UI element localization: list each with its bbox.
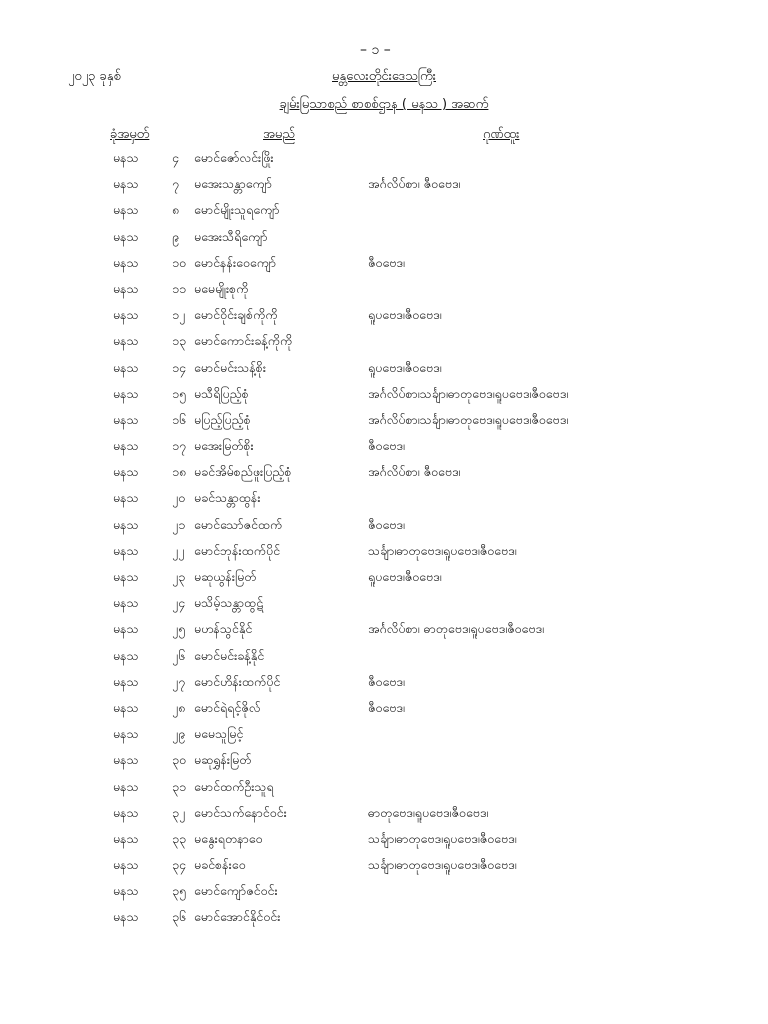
roll-number: ၃၃ <box>172 830 187 846</box>
list-item <box>0 748 768 774</box>
roll-code: မနသ <box>113 830 139 846</box>
roll-code: မနသ <box>113 307 139 323</box>
student-name: မဆုယွန်းမြတ် <box>194 569 257 584</box>
header-distinction: ဂုဏ်ထူး <box>483 127 520 142</box>
roll-number: ၁၀ <box>172 254 187 270</box>
list-item <box>0 486 768 512</box>
roll-number: ၁၄ <box>172 359 187 375</box>
roll-code: မနသ <box>113 778 139 794</box>
roll-number: ၂၉ <box>172 726 186 742</box>
list-item <box>0 513 768 539</box>
roll-number: ၂၄ <box>172 595 186 611</box>
student-name: မမေမျိုးစုကို <box>194 280 249 296</box>
roll-code: မနသ <box>113 699 139 715</box>
roll-code: မနသ <box>113 150 139 165</box>
roll-number: ၁၇ <box>172 438 187 454</box>
distinction-subjects: အင်္ဂလိပ်စာ၊ ဇီဝဗေဒ၊ <box>368 176 461 192</box>
student-name: မအေးသီရိကျော် <box>194 228 268 244</box>
student-name: မောင်မင်းခန့်နိုင် <box>194 647 265 663</box>
list-item <box>0 277 768 303</box>
roll-number: ၂၅ <box>172 621 186 637</box>
roll-number: ၁၆ <box>172 411 187 427</box>
roll-code: မနသ <box>113 280 139 296</box>
list-item <box>0 329 768 355</box>
student-name: မောင်ဝိုင်းချစ်ကိုကို <box>194 307 278 323</box>
student-name: မောင်နန်းဝေကျော် <box>194 254 277 270</box>
distinction-subjects: သင်္ချာ၊ဓာတုဗေဒ၊ရူပဗေဒ၊ဇီဝဗေဒ၊ <box>368 857 517 873</box>
student-name: မောင်ဟိန်းထက်ပိုင် <box>194 673 281 689</box>
list-item <box>0 225 768 251</box>
distinction-subjects: ရူပဗေဒ၊ဇီဝဗေဒ၊ <box>368 307 442 323</box>
roll-number: ၃၁ <box>172 778 187 794</box>
student-name: မောင်ကျော်ဇင်ဝင်း <box>194 883 278 899</box>
list-item <box>0 539 768 565</box>
distinction-subjects: အင်္ဂလိပ်စာ၊သင်္ချာ၊ဓာတုဗေဒ၊ရူပဗေဒ၊ဇီဝဗေဒ၊ <box>368 385 569 401</box>
distinction-subjects: အင်္ဂလိပ်စာ၊ ဇီဝဗေဒ၊ <box>368 464 461 480</box>
list-item <box>0 408 768 434</box>
roll-code: မနသ <box>113 673 139 689</box>
list-item <box>0 303 768 329</box>
roll-code: မနသ <box>113 804 139 820</box>
roll-code: မနသ <box>113 228 139 244</box>
distinction-subjects: သင်္ချာ၊ဓာတုဗေဒ၊ရူပဗေဒ၊ဇီဝဗေဒ၊ <box>368 830 517 846</box>
roll-code: မနသ <box>113 621 139 637</box>
list-item <box>0 670 768 696</box>
list-item <box>0 356 768 382</box>
list-item <box>0 722 768 748</box>
list-item <box>0 460 768 486</box>
list-item <box>0 853 768 879</box>
roll-number: ၃၄ <box>172 857 187 873</box>
roll-number: ၈ <box>172 202 180 218</box>
roll-code: မနသ <box>113 333 139 349</box>
student-name: မောင်ကောင်းခန့်ကိုကို <box>194 333 293 349</box>
roll-number: ၉ <box>172 228 180 244</box>
roll-number: ၃၂ <box>172 804 186 820</box>
student-name: မဟန်သွင်နိုင် <box>194 621 253 637</box>
roll-number: ၄ <box>172 150 180 165</box>
roll-code: မနသ <box>113 595 139 611</box>
distinction-subjects: အင်္ဂလိပ်စာ၊သင်္ချာ၊ဓာတုဗေဒ၊ရူပဗေဒ၊ဇီဝဗေဒ၊ <box>368 411 569 427</box>
roll-code: မနသ <box>113 411 139 427</box>
student-name: မပြည့်ပြည့်စုံ <box>194 411 251 427</box>
roll-code: မနသ <box>113 385 139 401</box>
roll-number: ၁၅ <box>172 385 187 401</box>
roll-code: မနသ <box>113 857 139 873</box>
student-name: မအေးမြတ်စိုး <box>194 438 254 454</box>
distinction-subjects: ဓာတုဗေဒ၊ရူပဗေဒ၊ဇီဝဗေဒ၊ <box>368 804 489 820</box>
list-item <box>0 617 768 643</box>
distinction-subjects: ဇီဝဗေဒ၊ <box>368 438 405 454</box>
roll-number: ၇ <box>172 176 180 192</box>
region-title: မန္တလေးတိုင်းဒေသကြီး <box>332 69 436 84</box>
roll-code: မနသ <box>113 254 139 270</box>
list-item <box>0 251 768 277</box>
roll-code: မနသ <box>113 516 139 532</box>
student-name: မောင်မျိုးသူရကျော် <box>194 202 280 218</box>
roll-code: မနသ <box>113 202 139 218</box>
student-name: မအေးသန္တာကျော် <box>194 176 272 192</box>
list-item <box>0 696 768 722</box>
list-item <box>0 644 768 670</box>
roll-code: မနသ <box>113 542 139 558</box>
roll-code: မနသ <box>113 883 139 899</box>
roll-number: ၃၆ <box>172 909 187 925</box>
roll-number: ၁၂ <box>172 307 186 323</box>
exam-center-title: ချမ်းမြသာစည် စာစစ်ဌာန ( မနသ ) အဆက် <box>279 97 489 112</box>
roll-code: မနသ <box>113 647 139 663</box>
roll-code: မနသ <box>113 909 139 925</box>
header-roll-number: ခုံအမှတ် <box>110 127 150 142</box>
student-name: မောင်ဘုန်းထက်ပိုင် <box>194 542 281 558</box>
distinction-subjects: ဇီဝဗေဒ၊ <box>368 254 405 270</box>
year-label: ၂၀၂၃ ခုနှစ် <box>68 69 121 84</box>
student-name: မောင်သော်ဇင်ထက် <box>194 516 283 532</box>
roll-code: မနသ <box>113 726 139 742</box>
student-name: မခင်အိမ်စည်ဖူးပြည့်စုံ <box>194 464 292 480</box>
roll-number: ၁၁ <box>172 280 187 296</box>
roll-number: ၂၁ <box>172 516 186 532</box>
roll-number: ၂၆ <box>172 647 186 663</box>
student-name: မသိမ့်သန္တာထွဋ် <box>194 595 264 611</box>
student-name: မခင်စန်းဝေ <box>194 857 246 873</box>
roll-code: မနသ <box>113 464 139 480</box>
student-name: မနွေးရတနာဝေ <box>194 830 263 846</box>
list-item <box>0 879 768 905</box>
list-item <box>0 905 768 931</box>
list-item <box>0 801 768 827</box>
roll-number: ၁၈ <box>172 464 187 480</box>
roll-number: ၂၇ <box>172 673 186 689</box>
list-item <box>0 146 768 172</box>
distinction-subjects: ဇီဝဗေဒ၊ <box>368 673 405 689</box>
distinction-subjects: ဇီဝဗေဒ၊ <box>368 516 405 532</box>
student-name: မောင်ထက်ဦးသူရ <box>194 778 274 794</box>
list-item <box>0 382 768 408</box>
header-name: အမည် <box>263 127 295 142</box>
list-item <box>0 827 768 853</box>
distinction-subjects: ရူပဗေဒ၊ဇီဝဗေဒ၊ <box>368 359 442 375</box>
list-item <box>0 172 768 198</box>
roll-number: ၁၃ <box>172 333 187 349</box>
roll-code: မနသ <box>113 359 139 375</box>
results-list <box>0 146 768 932</box>
distinction-subjects: ရူပဗေဒ၊ဇီဝဗေဒ၊ <box>368 569 442 584</box>
roll-number: ၂၀ <box>172 490 186 506</box>
roll-number: ၃၅ <box>172 883 187 899</box>
student-name: မောင်သက်နောင်ဝင်း <box>194 804 287 820</box>
student-name: မောင်အောင်နိုင်ဝင်း <box>194 909 281 925</box>
list-item <box>0 775 768 801</box>
roll-code: မနသ <box>113 176 139 192</box>
list-item <box>0 565 768 591</box>
list-item <box>0 198 768 224</box>
student-name: မသီရိပြည့်စုံ <box>194 385 249 401</box>
roll-number: ၂၃ <box>172 569 186 584</box>
roll-number: ၃၀ <box>172 752 187 768</box>
roll-code: မနသ <box>113 752 139 768</box>
roll-code: မနသ <box>113 490 139 506</box>
student-name: မောင်ဇော်လင်းဖြိုး <box>194 150 274 165</box>
roll-number: ၂၂ <box>172 542 185 558</box>
distinction-subjects: အင်္ဂလိပ်စာ၊ ဓာတုဗေဒ၊ရူပဗေဒ၊ဇီဝဗေဒ၊ <box>368 621 544 637</box>
distinction-subjects: ဇီဝဗေဒ၊ <box>368 699 405 715</box>
page-number: – ၁ – <box>360 42 391 58</box>
roll-number: ၂၈ <box>172 699 186 715</box>
distinction-subjects: သင်္ချာ၊ဓာတုဗေဒ၊ရူပဗေဒ၊ဇီဝဗေဒ၊ <box>368 542 517 558</box>
student-name: မောင်မင်းသန့်စိုး <box>194 359 267 375</box>
list-item <box>0 434 768 460</box>
roll-code: မနသ <box>113 569 139 584</box>
roll-code: မနသ <box>113 438 139 454</box>
student-name: မဆုရွှန်းမြတ် <box>194 752 252 768</box>
student-name: မခင်သန္တာထွန်း <box>194 490 261 506</box>
list-item <box>0 591 768 617</box>
student-name: မောင်ရဲရင့်ဇိုလ် <box>194 699 261 715</box>
student-name: မမေသူမြင့် <box>194 726 244 742</box>
